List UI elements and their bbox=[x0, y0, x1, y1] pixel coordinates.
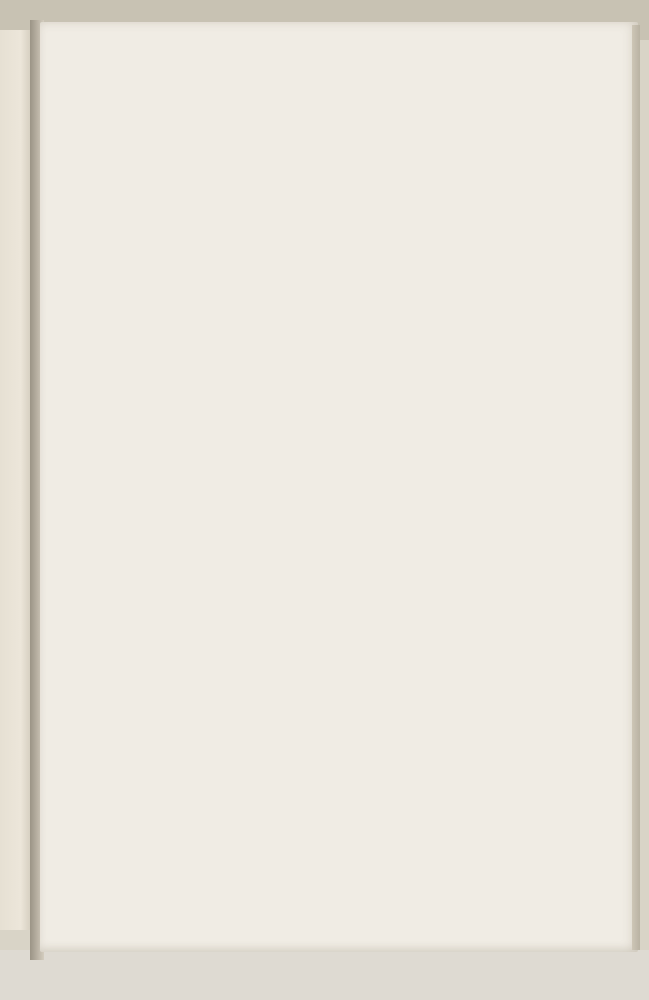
page-edge bbox=[632, 25, 640, 950]
facing-page-edge bbox=[0, 30, 34, 930]
background-bottom bbox=[0, 950, 649, 1000]
book-page bbox=[40, 22, 638, 952]
